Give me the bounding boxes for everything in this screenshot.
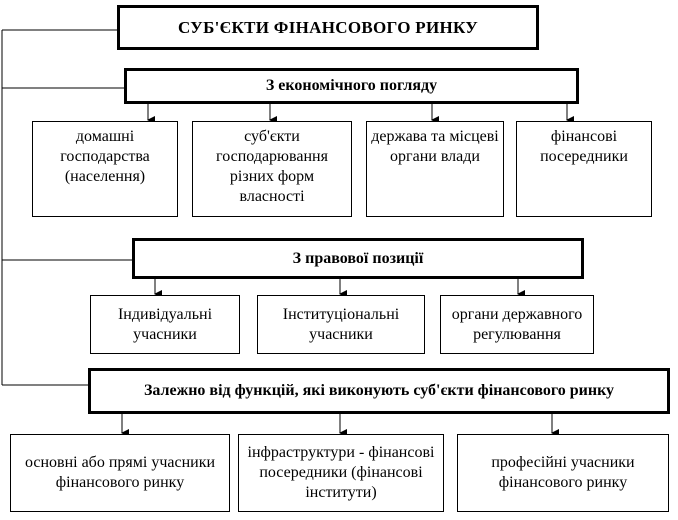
item-direct-participants: основні або прямі учасники фінансового ринку: [10, 434, 230, 512]
item-state-authorities: держава та місцеві органи влади: [366, 121, 504, 217]
diagram-title: СУБ'ЄКТИ ФІНАНСОВОГО РИНКУ: [117, 5, 539, 50]
item-households: домашні господарства (населення): [32, 121, 178, 217]
item-state-regulation: органи державного регулювання: [440, 295, 594, 354]
item-infrastructure-intermediaries: інфраструктури - фінансові посередники (фінансові інститути): [238, 434, 444, 512]
item-business-entities: суб'єкти господарювання різних форм власності: [192, 121, 352, 217]
item-financial-intermediaries: фінансові посередники: [516, 121, 652, 217]
heading-legal: З правової позиції: [132, 238, 584, 279]
heading-economic: З економічного погляду: [124, 68, 579, 104]
item-professional-participants: професійні учасники фінансового ринку: [457, 434, 669, 512]
item-individual-participants: Індивідуальні учасники: [90, 295, 240, 354]
heading-function: Залежно від функцій, які виконують суб'єкти фінансового ринку: [88, 368, 670, 414]
item-institutional-participants: Інституціональні учасники: [257, 295, 425, 354]
